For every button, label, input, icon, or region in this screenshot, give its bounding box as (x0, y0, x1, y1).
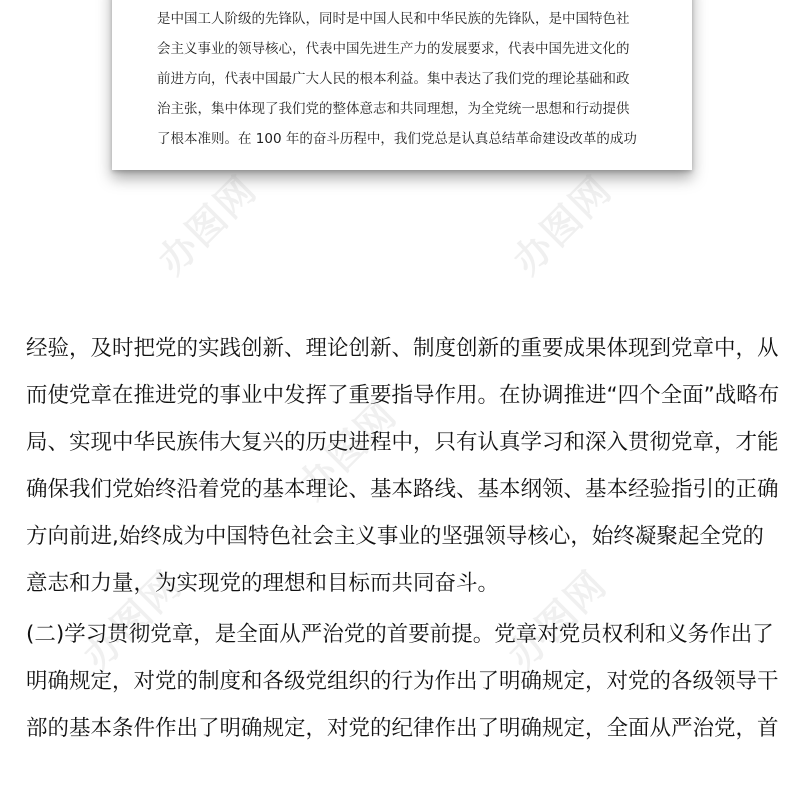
body-line: 局、实现中华民族伟大复兴的历史进程中，只有认真学习和深入贯彻党章，才能 (26, 430, 779, 455)
watermark: 办图网 (504, 166, 621, 283)
body-text-block (26, 325, 786, 752)
body-line: 方向前进,始终成为中国特色社会主义事业的坚强领导核心，始终凝聚起全党的 (26, 524, 764, 549)
watermark: 办图网 (499, 561, 616, 678)
body-line: 经验，及时把党的实践创新、理论创新、制度创新的重要成果体现到党章中，从 (26, 336, 779, 361)
preview-line: 是中国工人阶级的先锋队，同时是中国人民和中华民族的先锋队，是中国特色社 (157, 11, 630, 27)
body-line: 而使党章在推进党的事业中发挥了重要指导作用。在协调推进“四个全面”战略布 (26, 383, 780, 408)
preview-line: 会主义事业的领导核心，代表中国先进生产力的发展要求，代表中国先进文化的 (157, 41, 630, 57)
body-line: 部的基本条件作出了明确规定，对党的纪律作出了明确规定，全面从严治党，首 (26, 716, 779, 741)
body-line: 明确规定，对党的制度和各级党组织的行为作出了明确规定，对党的各级领导干 (26, 669, 779, 694)
preview-line: 了根本准则。在 100 年的奋斗历程中，我们党总是认真总结革命建设改革的成功 (157, 131, 637, 147)
preview-text-block (157, 4, 657, 154)
preview-line: 前进方向，代表中国最广大人民的根本利益。集中表达了我们党的理论基础和政 (157, 71, 630, 87)
watermark: 办图网 (74, 561, 191, 678)
preview-line: 治主张，集中体现了我们党的整体意志和共同理想，为全党统一思想和行动提供 (157, 101, 630, 117)
body-line: 意志和力量，为实现党的理想和目标而共同奋斗。 (26, 571, 500, 596)
section-heading-line: (二)学习贯彻党章，是全面从严治党的首要前提。党章对党员权利和义务作出了 (26, 622, 774, 647)
body-line: 确保我们党始终沿着党的基本理论、基本路线、基本纲领、基本经验指引的正确 (26, 477, 779, 502)
watermark: 办图网 (149, 166, 266, 283)
watermark: 办图网 (289, 391, 406, 508)
document-preview-card (112, 0, 692, 170)
